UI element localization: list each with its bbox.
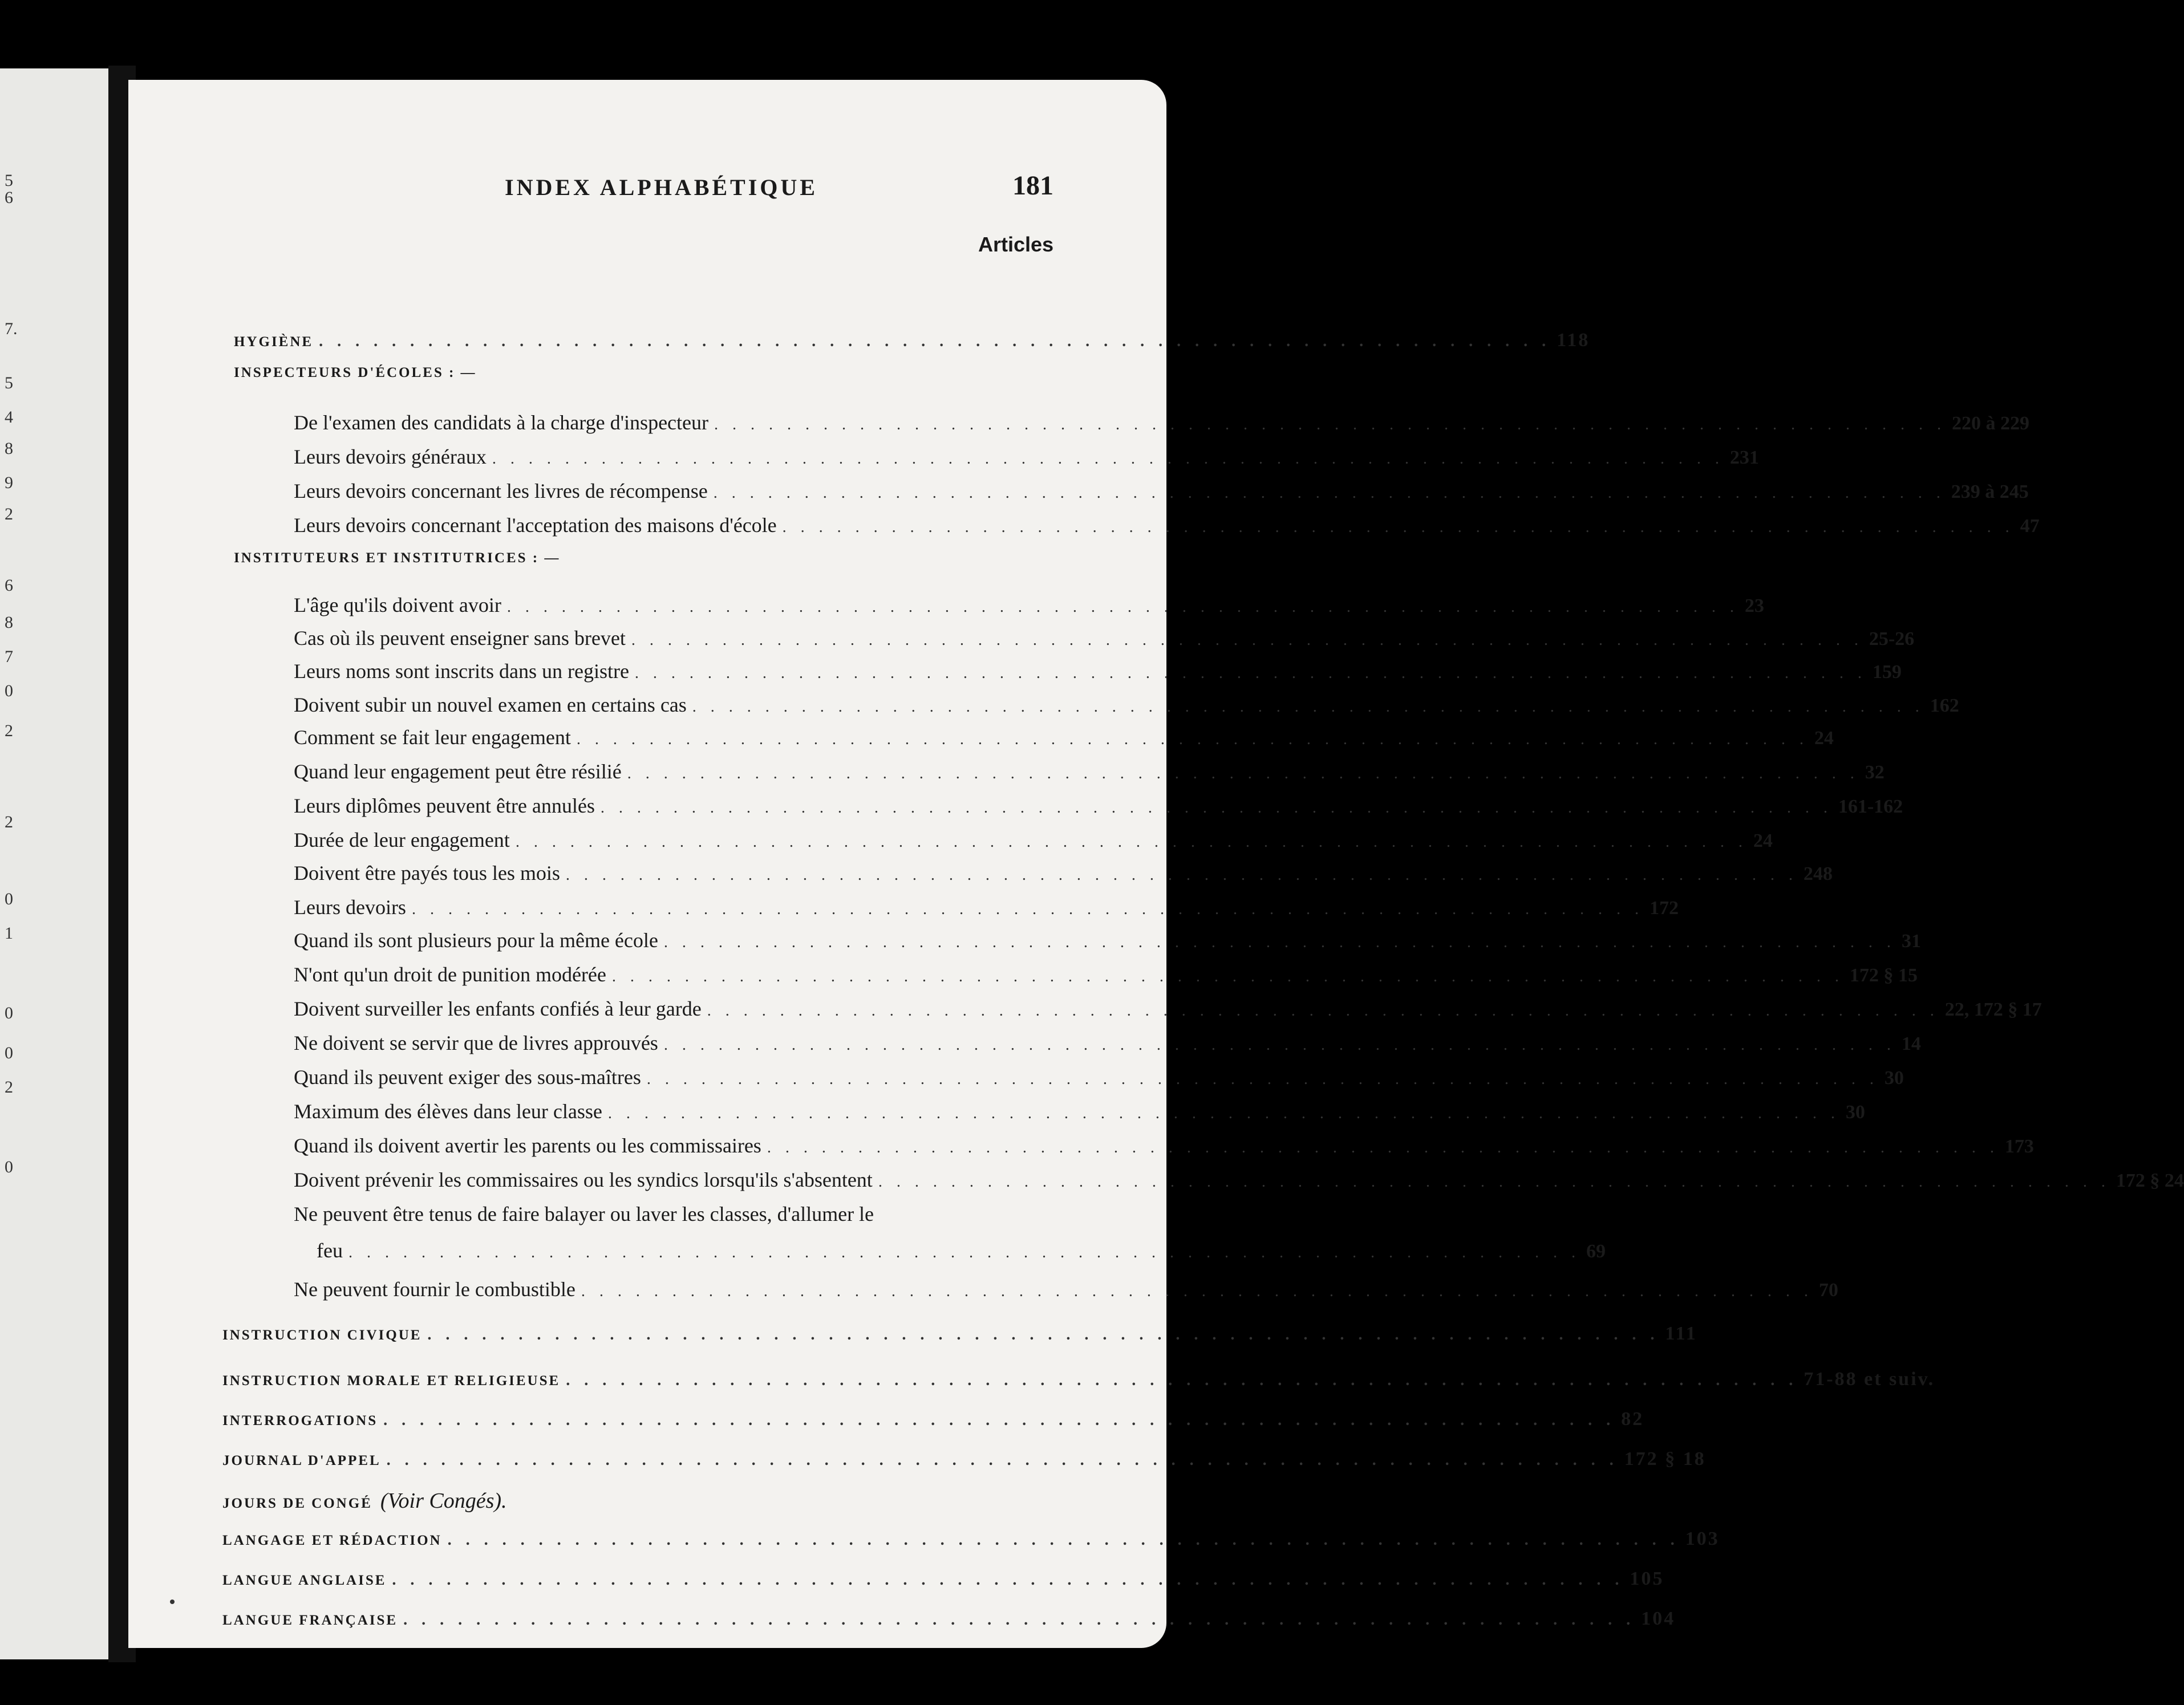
index-entry: [234, 550, 1052, 566]
left-page-numeral: 2: [5, 1078, 13, 1097]
index-entry: [234, 365, 1052, 381]
index-entry: [294, 593, 1764, 617]
index-entry-reference: 30: [1845, 1102, 1865, 1123]
index-entry-label: INSPECTEURS D'ÉCOLES : —: [234, 365, 477, 380]
dot-leader: . . . . . . . . . . . . . . . . . . . . . . . . . . . . . . . . . . . . . . . . . . . . . . . . . . . . . . . . . . . . . . . . . . . .: [646, 1070, 1879, 1088]
index-entry: [294, 445, 1759, 469]
index-entry-reference: 30: [1884, 1067, 1904, 1089]
index-entry-reference: 172 § 18: [1624, 1448, 1706, 1469]
dot-leader: . . . . . . . . . . . . . . . . . . . . . . . . . . . . . . . . . . . . . . . . . . . . . . . . . . . . . . . . . . . . . . . . . . . .: [607, 1105, 1840, 1122]
index-entry-label: Ne peuvent être tenus de faire balayer ou laver les classes, d'allumer le: [294, 1203, 874, 1225]
index-entry-reference: 231: [1729, 447, 1759, 468]
dot-leader: . . . . . . . . . . . . . . . . . . . . . . . . . . . . . . . . . . . . . . . . . . . . . . . . . . . . . . . . . . . . . . . . . . . .: [634, 664, 1867, 682]
index-entry-label: N'ont qu'un droit de punition modérée: [294, 963, 606, 986]
index-entry: [222, 1369, 1935, 1390]
left-page-numeral: 7: [5, 647, 13, 666]
dot-leader: . . . . . . . . . . . . . . . . . . . . . . . . . . . . . . . . . . . . . . . . . . . . . . . . . . . . . . . . . . . . . . . . . . . .: [566, 1371, 1798, 1389]
dot-leader: . . . . . . . . . . . . . . . . . . . . . . . . . . . . . . . . . . . . . . . . . . . . . . . . . . . . . . . . . . . . . . . . . . . .: [692, 698, 1924, 716]
left-page-numeral: 2: [5, 721, 13, 740]
index-entry-label: INSTITUTEURS ET INSTITUTRICES : —: [234, 550, 561, 566]
dot-leader: . . . . . . . . . . . . . . . . . . . . . . . . . . . . . . . . . . . . . . . . . . . . . . . . . . . . . . . . . . . . . . . . . . . .: [611, 968, 1844, 985]
running-head: INDEX ALPHABÉTIQUE: [505, 174, 818, 200]
index-entry-label: HYGIÈNE: [234, 334, 314, 350]
index-entry: [234, 330, 1590, 351]
index-entry-label: Quand leur engagement peut être résilié: [294, 760, 622, 783]
dot-leader: . . . . . . . . . . . . . . . . . . . . . . . . . . . . . . . . . . . . . . . . . . . . . . . . . . . . . . . . . . . . . . . . . . . .: [427, 1326, 1660, 1343]
index-entry-label: INTERROGATIONS: [222, 1413, 378, 1428]
dot-leader: . . . . . . . . . . . . . . . . . . . . . . . . . . . . . . . . . . . . . . . . . . . . . . . . . . . . . . . . . . . . . . . . . . . .: [631, 631, 1863, 649]
index-entry-label: LANGAGE ET RÉDACTION: [222, 1533, 442, 1548]
index-entry-reference: 23: [1744, 595, 1764, 616]
dot-leader: . . . . . . . . . . . . . . . . . . . . . . . . . . . . . . . . . . . . . . . . . . . . . . . . . . . . . . . . . . . . . . . . . . . .: [663, 933, 1896, 951]
dot-leader: . . . . . . . . . . . . . . . . . . . . . . . . . . . . . . . . . . . . . . . . . . . . . . . . . . . . . . . . . . . . . . . . . . . .: [392, 1571, 1624, 1589]
dot-leader: . . . . . . . . . . . . . . . . . . . . . . . . . . . . . . . . . . . . . . . . . . . . . . . . . . . . . . . . . . . . . . . . . . . .: [492, 450, 1724, 468]
index-entry-reference: 70: [1818, 1280, 1838, 1301]
index-entry-reference: 111: [1665, 1323, 1697, 1344]
index-entry: [294, 794, 1903, 818]
left-page-numeral: 0: [5, 1004, 13, 1022]
index-entry-reference: 32: [1865, 762, 1885, 783]
dot-leader: . . . . . . . . . . . . . . . . . . . . . . . . . . . . . . . . . . . . . . . . . . . . . . . . . . . . . . . . . . . . . . . . . . . .: [782, 518, 2015, 536]
index-entry-label: Ne doivent se servir que de livres approuvés: [294, 1032, 658, 1054]
index-entry: [294, 1065, 1904, 1089]
dot-leader: . . . . . . . . . . . . . . . . . . . . . . . . . . . . . . . . . . . . . . . . . . . . . . . . . . . . . . . . . . . . . . . . . . . .: [627, 765, 1859, 782]
index-entry-reference: 105: [1630, 1568, 1664, 1589]
index-entry-reference: 159: [1872, 661, 1902, 683]
index-entry-label: Cas où ils peuvent enseigner sans brevet: [294, 627, 626, 649]
index-entry-reference: 24: [1753, 830, 1773, 851]
index-entry-label: Doivent surveiller les enfants confiés à leur garde: [294, 997, 702, 1020]
index-entry: [294, 895, 1679, 919]
index-entry-reference: 172 § 24: [2116, 1170, 2184, 1191]
left-page-numeral: 8: [5, 613, 13, 632]
index-page: [128, 80, 2184, 1648]
index-entry-reference: 14: [1901, 1033, 1921, 1054]
index-entry-label: Leurs devoirs concernant l'acceptation des maisons d'école: [294, 514, 777, 537]
index-entry: [294, 725, 1834, 749]
index-entry-reference: 24: [1814, 728, 1834, 749]
dot-leader: . . . . . . . . . . . . . . . . . . . . . . . . . . . . . . . . . . . . . . . . . . . . . . . . . . . . . . . . . . . . . . . . . . . .: [714, 416, 1946, 433]
index-entry-label: JOURNAL D'APPEL: [222, 1453, 381, 1468]
left-page-numeral: 5: [5, 374, 13, 392]
index-entry: [294, 1099, 1865, 1123]
left-page-numeral: 0: [5, 1044, 13, 1062]
index-entry: [294, 693, 1959, 717]
dot-leader: . . . . . . . . . . . . . . . . . . . . . . . . . . . . . . . . . . . . . . . . . . . . . . . . . . . . . . . . . . . . . . . . . . . .: [383, 1411, 1616, 1429]
index-entry-reference: 82: [1621, 1408, 1644, 1430]
index-entry-reference: 220 à 229: [1952, 413, 2029, 434]
index-entry: [294, 928, 1921, 952]
index-entry: [222, 1408, 1644, 1430]
dot-leader: . . . . . . . . . . . . . . . . . . . . . . . . . . . . . . . . . . . . . . . . . . . . . . . . . . . . . . . . . . . . . . . . . . . .: [581, 1282, 1813, 1300]
index-entry: [294, 1277, 1838, 1301]
dot-leader: . . . . . . . . . . . . . . . . . . . . . . . . . . . . . . . . . . . . . . . . . . . . . . . . . . . . . . . . . . . . . . . . . . . .: [707, 1002, 1939, 1020]
index-entry-reference: 47: [2020, 515, 2040, 537]
dot-leader: . . . . . . . . . . . . . . . . . . . . . . . . . . . . . . . . . . . . . . . . . . . . . . . . . . . . . . . . . . . . . . . . . . . .: [767, 1139, 1999, 1156]
index-entry-label: Leurs noms sont inscrits dans un registre: [294, 660, 629, 683]
column-head-articles: Articles: [978, 233, 1054, 256]
dot-leader: . . . . . . . . . . . . . . . . . . . . . . . . . . . . . . . . . . . . . . . . . . . . . . . . . . . . . . . . . . . . . . . . . . . .: [403, 1611, 1636, 1629]
index-entry: [294, 1031, 1921, 1055]
index-entry-reference: 104: [1641, 1608, 1676, 1629]
index-entry: [317, 1239, 1606, 1262]
index-entry-reference: 162: [1930, 695, 1959, 716]
index-entry-label: Comment se fait leur engagement: [294, 726, 571, 749]
index-entry-label: INSTRUCTION MORALE ET RELIGIEUSE: [222, 1373, 561, 1389]
index-entry-reference: 71-88 et suiv.: [1804, 1369, 1935, 1390]
dot-leader: . . . . . . . . . . . . . . . . . . . . . . . . . . . . . . . . . . . . . . . . . . . . . . . . . . . . . . . . . . . . . . . . . . . .: [515, 833, 1748, 851]
index-entry-label: Leurs devoirs concernant les livres de récompense: [294, 480, 708, 502]
left-page-numeral: 7.: [5, 319, 18, 338]
index-entry: [222, 1528, 1720, 1550]
dot-leader: . . . . . . . . . . . . . . . . . . . . . . . . . . . . . . . . . . . . . . . . . . . . . . . . . . . . . . . . . . . . . . . . . . . .: [507, 598, 1739, 616]
index-entry: [294, 963, 1918, 987]
index-entry: [294, 659, 1902, 683]
index-entry-label: Doivent prévenir les commissaires ou les syndics lorsqu'ils s'absentent: [294, 1168, 873, 1191]
index-entry: [222, 1608, 1676, 1630]
index-entry: [294, 861, 1833, 885]
dot-leader: . . . . . . . . . . . . . . . . . . . . . . . . . . . . . . . . . . . . . . . . . . . . . . . . . . . . . . . . . . . . . . . . . . . .: [348, 1244, 1581, 1261]
dot-leader: . . . . . . . . . . . . . . . . . . . . . . . . . . . . . . . . . . . . . . . . . . . . . . . . . . . . . . . . . . . . . . . . . . . .: [713, 484, 1946, 502]
index-entry-label: LANGUE FRANÇAISE: [222, 1613, 398, 1628]
index-entry: [222, 1323, 1697, 1345]
index-entry: [294, 479, 2029, 503]
index-entry-label: Doivent être payés tous les mois: [294, 862, 560, 884]
index-entry-reference: 172: [1649, 898, 1679, 919]
left-page-numeral: 0: [5, 890, 13, 908]
dot-leader: . . . . . . . . . . . . . . . . . . . . . . . . . . . . . . . . . . . . . . . . . . . . . . . . . . . . . . . . . . . . . . . . . . . .: [565, 866, 1798, 884]
index-entry-label: De l'examen des candidats à la charge d'inspecteur: [294, 411, 708, 434]
index-entry-reference: 118: [1557, 330, 1590, 351]
left-page-numeral: 9: [5, 473, 13, 492]
index-entry-reference: 69: [1586, 1241, 1606, 1262]
left-page-numeral: 8: [5, 439, 13, 458]
index-entry: [294, 626, 1915, 650]
index-entry-label: Ne peuvent fournir le combustible: [294, 1278, 576, 1301]
index-entry-reference: 22, 172 § 17: [1944, 999, 2042, 1020]
dot-leader: . . . . . . . . . . . . . . . . . . . . . . . . . . . . . . . . . . . . . . . . . . . . . . . . . . . . . . . . . . . . . . . . . . . .: [576, 730, 1809, 748]
index-entry: [294, 1202, 1052, 1226]
page-number: 181: [1012, 170, 1053, 201]
index-entry: [222, 1568, 1664, 1590]
index-entry: [294, 997, 2042, 1021]
index-entry: [294, 1134, 2034, 1158]
index-entry-label: INSTRUCTION CIVIQUE: [222, 1328, 422, 1343]
left-page-numeral: 2: [5, 813, 13, 831]
left-page-numeral: 6: [5, 188, 13, 207]
index-entry-reference: 31: [1901, 931, 1921, 952]
left-page-edge: [0, 68, 110, 1659]
index-entry-label: Leurs diplômes peuvent être annulés: [294, 794, 595, 817]
index-entry-label: Quand ils sont plusieurs pour la même école: [294, 929, 658, 952]
left-page-numeral: 6: [5, 576, 13, 595]
index-entry: [294, 1168, 2184, 1192]
index-entry-label: Durée de leur engagement: [294, 829, 510, 851]
index-entry-label: Quand ils peuvent exiger des sous-maîtres: [294, 1066, 641, 1089]
index-entry-label: JOURS DE CONGÉ: [222, 1496, 372, 1511]
index-entry-label: L'âge qu'ils doivent avoir: [294, 594, 501, 616]
index-entry: [222, 1448, 1706, 1470]
index-entry-reference: 161-162: [1838, 796, 1903, 817]
left-page-numeral: 2: [5, 505, 13, 523]
index-entry-label: feu: [317, 1239, 343, 1262]
index-entry-label: LANGUE ANGLAISE: [222, 1573, 387, 1588]
index-entry-label: Maximum des élèves dans leur classe: [294, 1100, 602, 1123]
index-entry: [294, 513, 2040, 537]
dot-leader: . . . . . . . . . . . . . . . . . . . . . . . . . . . . . . . . . . . . . . . . . . . . . . . . . . . . . . . . . . . . . . . . . . . .: [447, 1531, 1680, 1549]
left-page-numeral: 5: [5, 171, 13, 190]
index-entry-label: Quand ils doivent avertir les parents ou les commissaires: [294, 1134, 761, 1157]
speck: [170, 1600, 175, 1604]
index-entry: [222, 1488, 1052, 1513]
index-entry-label: Doivent subir un nouvel examen en certains cas: [294, 693, 687, 716]
index-entry-label: Leurs devoirs: [294, 896, 406, 919]
index-entry-reference: 25-26: [1869, 628, 1915, 649]
left-page-numeral: 4: [5, 408, 13, 427]
index-entry: [294, 760, 1885, 784]
dot-leader: . . . . . . . . . . . . . . . . . . . . . . . . . . . . . . . . . . . . . . . . . . . . . . . . . . . . . . . . . . . . . . . . . . . .: [663, 1036, 1896, 1054]
dot-leader: . . . . . . . . . . . . . . . . . . . . . . . . . . . . . . . . . . . . . . . . . . . . . . . . . . . . . . . . . . . . . . . . . . . .: [386, 1451, 1619, 1469]
index-entry-reference: 239 à 245: [1951, 481, 2029, 502]
dot-leader: . . . . . . . . . . . . . . . . . . . . . . . . . . . . . . . . . . . . . . . . . . . . . . . . . . . . . . . . . . . . . . . . . . . .: [411, 900, 1644, 918]
index-entry-reference: 248: [1803, 863, 1833, 884]
index-entry-label: Leurs devoirs généraux: [294, 445, 487, 468]
left-page-numeral: 1: [5, 924, 13, 943]
dot-leader: . . . . . . . . . . . . . . . . . . . . . . . . . . . . . . . . . . . . . . . . . . . . . . . . . . . . . . . . . . . . . . . . . . . .: [600, 799, 1833, 817]
index-entry-reference: 103: [1685, 1528, 1720, 1549]
index-entry: [294, 828, 1773, 852]
index-entry: [294, 411, 2029, 435]
dot-leader: . . . . . . . . . . . . . . . . . . . . . . . . . . . . . . . . . . . . . . . . . . . . . . . . . . . . . . . . . . . . . . . . . . . .: [319, 332, 1551, 350]
left-page-numeral: 0: [5, 681, 13, 700]
left-page-numeral: 0: [5, 1158, 13, 1176]
index-entry-reference: 173: [2004, 1136, 2034, 1157]
see-also-reference: (Voir Congés).: [380, 1489, 507, 1513]
index-entry-reference: 172 § 15: [1849, 965, 1918, 986]
dot-leader: . . . . . . . . . . . . . . . . . . . . . . . . . . . . . . . . . . . . . . . . . . . . . . . . . . . . . . . . . . . . . . . . . . . .: [878, 1173, 2110, 1191]
